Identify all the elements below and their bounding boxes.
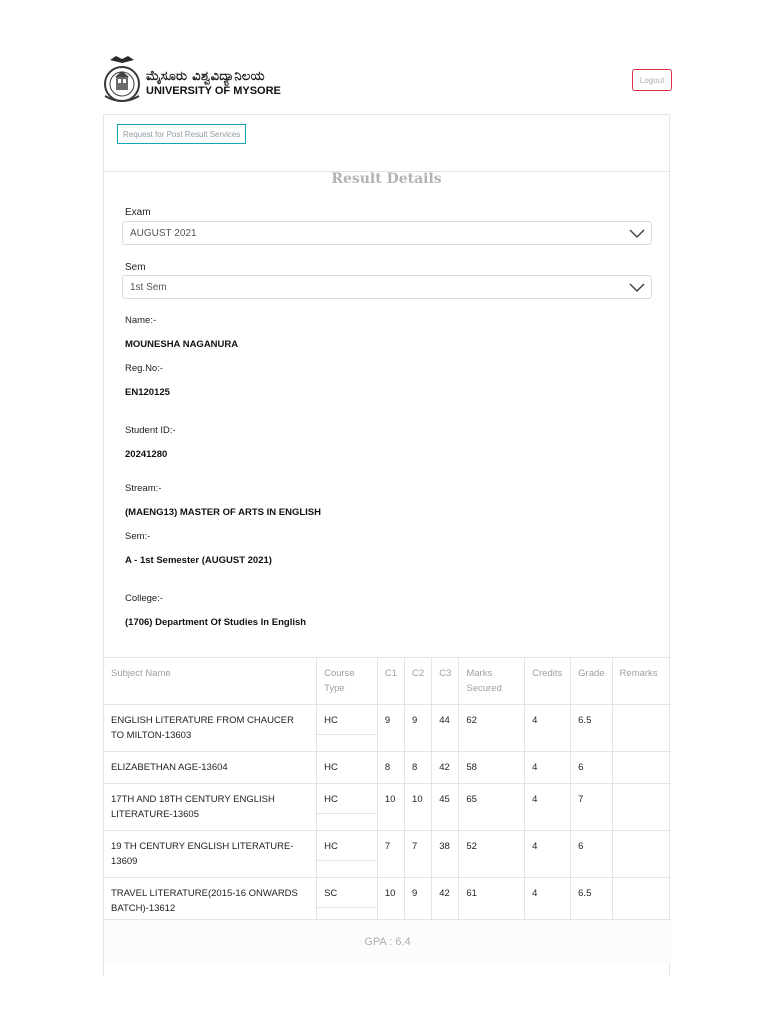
semester-value: A - 1st Semester (AUGUST 2021): [125, 555, 272, 566]
university-seal-icon: [102, 54, 142, 108]
c1-cell: 9: [377, 705, 404, 752]
stream-label: Stream:-: [125, 483, 162, 494]
marks-cell: 65: [459, 784, 525, 831]
credits-cell: 4: [525, 784, 571, 831]
student-id-value: 20241280: [125, 449, 168, 460]
reg-no-label: Reg.No:-: [125, 363, 164, 374]
exam-select[interactable]: [122, 221, 652, 245]
subject-name-cell: 17TH AND 18TH CENTURY ENGLISH LITERATURE-13605: [104, 784, 317, 831]
sem-label: Sem: [125, 262, 146, 273]
sem-select-value: 1st Sem: [130, 282, 167, 293]
column-header: C1: [377, 658, 404, 705]
subject-name-cell: ENGLISH LITERATURE FROM CHAUCER TO MILTON-13603: [104, 705, 317, 752]
post-result-services-button[interactable]: Request for Post Result Services: [117, 124, 246, 144]
grade-cell: 6: [571, 752, 612, 784]
credits-cell: 4: [525, 878, 571, 925]
logo-kannada: ಮೈಸೂರು ವಿಶ್ವವಿದ್ಯಾನಿಲಯ: [146, 69, 265, 84]
exam-label: Exam: [125, 207, 151, 218]
course-type-cell: [317, 752, 378, 784]
exam-select-value: AUGUST 2021: [130, 228, 197, 239]
column-header: C2: [405, 658, 432, 705]
column-header: Marks Secured: [459, 658, 525, 705]
column-header: C3: [432, 658, 459, 705]
logout-button[interactable]: Logout: [632, 69, 672, 91]
table-header-row: [104, 658, 671, 705]
logo-text: [146, 69, 281, 98]
marks-cell: 52: [459, 831, 525, 878]
c1-cell: 10: [377, 878, 404, 925]
credits-cell: 4: [525, 752, 571, 784]
course-type-value: HC: [324, 762, 338, 773]
column-header: Course Type: [317, 658, 378, 705]
course-type-cell: [317, 878, 378, 925]
c2-cell: 8: [405, 752, 432, 784]
header: [102, 54, 672, 110]
column-header: Credits: [525, 658, 571, 705]
results-table: [104, 657, 671, 925]
student-id-label: Student ID:-: [125, 425, 176, 436]
marks-cell: 61: [459, 878, 525, 925]
c2-cell: 7: [405, 831, 432, 878]
marks-cell: 58: [459, 752, 525, 784]
remarks-cell: [612, 752, 671, 784]
result-card: [103, 114, 670, 976]
c3-cell: 45: [432, 784, 459, 831]
subject-name-cell: TRAVEL LITERATURE(2015-16 ONWARDS BATCH)-13612: [104, 878, 317, 925]
reg-no-value: EN120125: [125, 387, 170, 398]
grade-cell: 6.5: [571, 705, 612, 752]
c2-cell: 9: [405, 705, 432, 752]
column-header: Grade: [571, 658, 612, 705]
stream-value: (MAENG13) MASTER OF ARTS IN ENGLISH: [125, 507, 321, 518]
page-title: Result Details: [331, 171, 442, 187]
grade-cell: 6: [571, 831, 612, 878]
table-row: [104, 831, 671, 878]
chevron-down-icon: [629, 281, 645, 293]
c3-cell: 44: [432, 705, 459, 752]
remarks-cell: [612, 705, 671, 752]
card-top-section: [104, 115, 669, 172]
course-type-value: HC: [317, 784, 377, 814]
college-value: (1706) Department Of Studies In English: [125, 617, 307, 628]
c1-cell: 7: [377, 831, 404, 878]
course-type-cell: [317, 705, 378, 752]
chevron-down-icon: [629, 227, 645, 239]
table-row: [104, 878, 671, 925]
grade-cell: 7: [571, 784, 612, 831]
logo-english: UNIVERSITY OF MYSORE: [146, 85, 281, 97]
table-row: [104, 784, 671, 831]
course-type-value: HC: [317, 831, 377, 861]
sem-select[interactable]: [122, 275, 652, 299]
credits-cell: 4: [525, 831, 571, 878]
column-header: Remarks: [612, 658, 671, 705]
remarks-cell: [612, 878, 671, 925]
c3-cell: 42: [432, 752, 459, 784]
semester-label: Sem:-: [125, 531, 151, 542]
course-type-value: SC: [317, 878, 377, 908]
course-type-cell: [317, 784, 378, 831]
remarks-cell: [612, 784, 671, 831]
university-logo[interactable]: [102, 54, 281, 108]
c2-cell: 10: [405, 784, 432, 831]
subject-name-cell: ELIZABETHAN AGE-13604: [104, 752, 317, 784]
c1-cell: 10: [377, 784, 404, 831]
remarks-cell: [612, 831, 671, 878]
student-name: MOUNESHA NAGANURA: [125, 339, 239, 350]
marks-cell: 62: [459, 705, 525, 752]
subject-name-cell: 19 TH CENTURY ENGLISH LITERATURE-13609: [104, 831, 317, 878]
name-label: Name:-: [125, 315, 157, 326]
grade-cell: 6.5: [571, 878, 612, 925]
c3-cell: 38: [432, 831, 459, 878]
credits-cell: 4: [525, 705, 571, 752]
table-row: [104, 752, 671, 784]
college-label: College:-: [125, 593, 164, 604]
c2-cell: 9: [405, 878, 432, 925]
course-type-value: HC: [317, 705, 377, 735]
c1-cell: 8: [377, 752, 404, 784]
gpa-summary: GPA : 6.4: [104, 919, 671, 963]
course-type-cell: [317, 831, 378, 878]
column-header: Subject Name: [104, 658, 317, 705]
table-row: [104, 705, 671, 752]
c3-cell: 42: [432, 878, 459, 925]
